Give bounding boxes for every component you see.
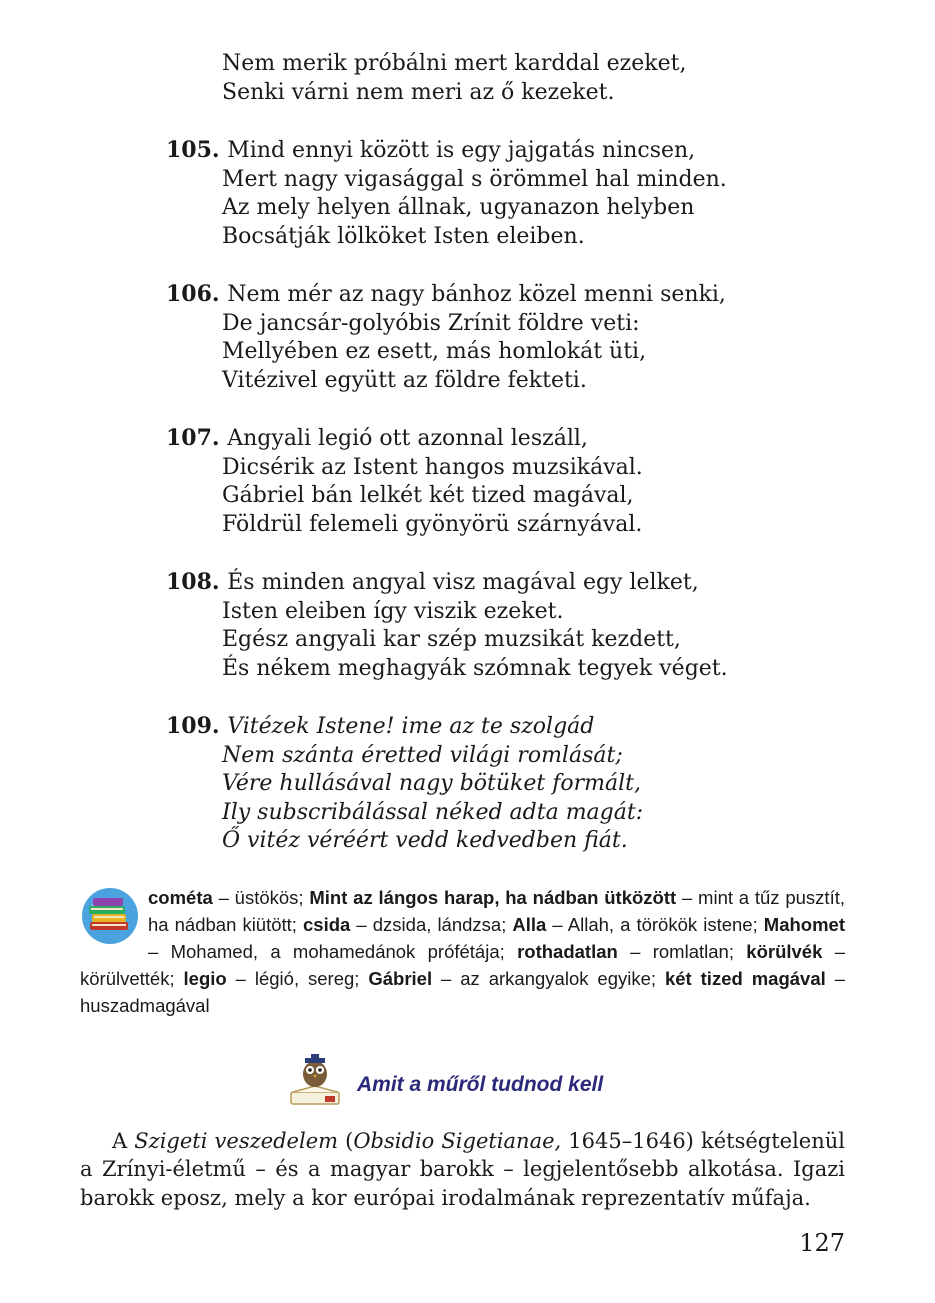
page-number: 127 [799,1229,845,1257]
poem-line-text: És nékem meghagyák szómnak tegyek véget. [222,655,728,681]
gloss-definition: – dzsida, lándzsa; [350,914,513,935]
poem-line [166,280,866,310]
section-heading [285,1052,603,1118]
stanza-number: 106. [166,281,228,308]
poem-line [166,367,866,396]
gloss-term: két tized magával [664,968,826,989]
gloss-definition: – Mohamed, a mohamedánok prófétája; [148,941,518,962]
poem-line-text: Dicsérik az Istent hangos muzsikával. [222,454,643,480]
stanza-number: 108. [166,569,228,596]
stanza [166,280,866,395]
gloss-definition: – huszadmagával [80,968,845,1016]
poem-line-text: Angyali legió ott azonnal leszáll, [227,426,588,452]
poem-line-text: Gábriel bán lelkét két tized magával, [222,483,634,509]
poem-line-text: Mellyében ez esett, más homlokát üti, [222,339,647,365]
gloss-definition: – az arkangyalok egyike; [432,968,665,989]
poem-line [166,511,866,540]
stanza [166,568,866,683]
poem-line [166,136,866,166]
gloss-definition: – romlatlan; [617,941,747,962]
poem-line-text: De jancsár-golyóbis Zrínit földre veti: [222,310,640,336]
gloss-definition: – mint a tűz pusztít, ha nádban kiütött; [148,887,845,935]
poem-line-text: Mind ennyi között is egy jajgatás nincsen, [227,138,696,164]
work-title-latin: Obsidio Sigetianae, [353,1129,562,1153]
poem-line [166,223,866,252]
poem-line [166,568,866,598]
poem-line-text: Földrül felemeli gyönyörü szárnyával. [222,511,643,537]
gloss-term: Alla [512,914,547,935]
poem-line-text: Nem merik próbálni mert karddal ezeket, [222,51,687,76]
poem-line-text: Bocsátják lölköket Isten eleiben. [222,223,585,249]
poem-line [166,742,866,771]
poem-line-text: Isten eleiben így viszik ezeket. [222,598,564,624]
poem-line-text: Vitézivel együtt az földre fekteti. [222,367,587,393]
poem-line [166,770,866,799]
poem-line-text: Az mely helyen állnak, ugyanazon helyben [222,195,695,221]
glossary-box [80,884,845,1019]
gloss-term: rothadatlan [517,941,618,962]
gloss-definition: – Allah, a törökök istene; [546,914,764,935]
poem-line [166,454,866,483]
gloss-definition: – üstökös; [212,887,310,908]
gloss-term: körülvék [746,941,823,962]
stanza [166,712,866,856]
poem-line-text: Egész angyali kar szép muzsikát kezdett, [222,627,681,653]
poem-line-text: És minden angyal visz magával egy lelket, [227,570,699,596]
poem-line [166,50,866,79]
body-text-2: ( [338,1129,354,1153]
poem-line-text: Mert nagy vigasággal s örömmel hal minden. [222,166,727,192]
body-paragraph [80,1127,845,1212]
gloss-term: legio [183,968,227,989]
poem-line [166,79,866,108]
gloss-term: Mahomet [763,914,845,935]
poem-line [166,338,866,367]
stanza [166,136,866,251]
poem-line [166,166,866,195]
poem [166,50,866,885]
body-text-1: A [112,1129,135,1153]
poem-line [166,482,866,511]
owl-reading-icon [285,1052,347,1118]
gloss-term: Gábriel [368,968,433,989]
poem-line-text: Nem mér az nagy bánhoz közel menni senki, [227,282,726,308]
poem-line-text: Senki várni nem meri az ő kezeket. [222,79,615,105]
poem-line [166,799,866,828]
stanza [166,50,866,107]
poem-line [166,626,866,655]
poem-line [166,194,866,223]
gloss-definition: – légió, sereg; [226,968,369,989]
poem-line [166,712,866,742]
poem-line-text: Ő vitéz véréért vedd kedvedben fiát. [222,828,628,854]
section-title: Amit a műről tudnod kell [357,1073,604,1096]
gloss-term: Mint az lángos harap, ha nádban ütközött [309,887,677,908]
poem-line [166,424,866,454]
books-icon [80,884,140,946]
poem-line-text: Nem szánta éretted világi romlását; [222,742,623,768]
stanza-number: 107. [166,425,228,452]
gloss-term: csida [303,914,351,935]
stanza-number: 109. [166,713,228,740]
poem-line [166,310,866,339]
gloss-definition: – körülvették; [80,941,845,989]
poem-line-text: Ily subscribálással néked adta magát: [222,799,644,825]
stanza-number: 105. [166,137,228,164]
poem-line-text: Vére hullásával nagy bötüket formált, [222,771,641,797]
stanza [166,424,866,539]
work-title: Szigeti veszedelem [134,1129,339,1153]
poem-line [166,598,866,627]
poem-line [166,827,866,856]
gloss-term: cométa [148,887,213,908]
poem-line-text: Vitézek Istene! ime az te szolgád [227,714,595,740]
body-text-3: 1645–1646) kétségtelenül a Zrínyi-életmű – és a magyar barokk – legjelentősebb alkotása. Igazi barokk eposz, mely a kor európai irodalmának reprezentatív műfaja. [80,1129,845,1210]
poem-line [166,655,866,684]
